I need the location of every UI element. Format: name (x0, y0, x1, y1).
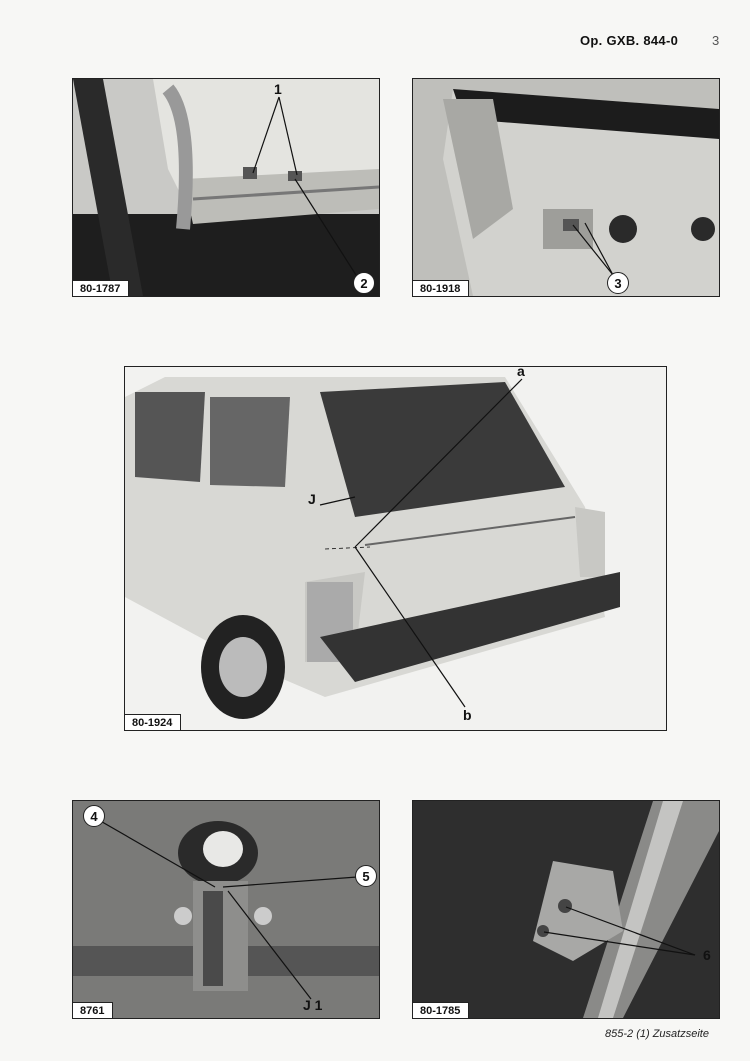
footer-note: 855-2 (1) Zusatzseite (605, 1028, 709, 1040)
figure-80-1785 (412, 800, 720, 1019)
figure-8761 (72, 800, 380, 1019)
callout-5: 5 (355, 865, 377, 887)
callout-3: 3 (607, 272, 629, 294)
callout-lines (413, 79, 719, 296)
callout-6: 6 (703, 947, 711, 963)
figure-label: 80-1785 (413, 1002, 469, 1018)
callout-2: 2 (353, 272, 375, 294)
callout-4: 4 (83, 805, 105, 827)
figure-label: 80-1787 (73, 280, 129, 296)
callout-J: J (308, 491, 316, 507)
figure-label: 80-1918 (413, 280, 469, 296)
callout-lines (125, 367, 666, 730)
figure-80-1924 (124, 366, 667, 731)
figure-label: 80-1924 (125, 714, 181, 730)
callout-lines (73, 801, 379, 1018)
callout-lines (413, 801, 719, 1018)
callout-lines (73, 79, 379, 296)
callout-J1: J 1 (303, 997, 323, 1013)
callout-b: b (463, 707, 472, 723)
callout-1: 1 (274, 81, 282, 97)
figure-80-1918 (412, 78, 720, 297)
page-number: 3 (712, 33, 720, 48)
figure-label: 8761 (73, 1002, 113, 1018)
callout-a: a (517, 366, 525, 379)
figure-80-1787 (72, 78, 380, 297)
document-code: Op. GXB. 844-0 (580, 33, 679, 48)
